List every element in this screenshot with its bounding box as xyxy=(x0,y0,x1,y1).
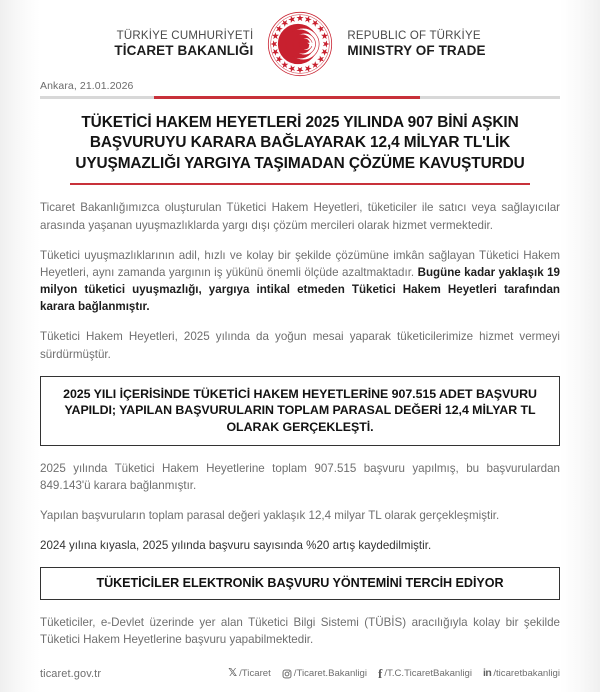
paragraph-1: Ticaret Bakanlığımızca oluşturulan Tüketici Hakem Heyetleri, tüketiciler ile satıcı veya sağlayıcılar arasında yaşanan uyuşmazlıklarda yargı dışı çözüm mercileri olarak hizmet vermektedir. xyxy=(40,201,560,232)
callout-box-statistics: 2025 YILI İÇERİSİNDE TÜKETİCİ HAKEM HEYETLERİNE 907.515 ADET BAŞVURU YAPILDI; YAPILAN BAŞVURULARIN TOPLAM PARASAL DEĞERİ 12,4 MİLYAR TL OLARAK GERÇEKLEŞTİ. xyxy=(40,376,560,446)
masthead xyxy=(40,0,560,74)
republic-label-en: REPUBLIC OF TÜRKİYE xyxy=(347,29,481,42)
ministry-label-tr: TİCARET BAKANLIĞI xyxy=(114,42,254,58)
social-link-instagram[interactable] xyxy=(282,668,367,679)
paragraph-2-emphasis: Bugüne kadar yaklaşık 19 milyon tüketici uyuşmazlığı, yargıya intikal etmeden Tüketici Hakem Heyetleri tarafından karara bağlanmıştır. xyxy=(40,265,560,314)
social-handle-x: /Ticaret xyxy=(239,668,271,679)
republic-label-tr: TÜRKİYE CUMHURİYETİ xyxy=(116,29,254,42)
social-links xyxy=(228,667,560,680)
header-divider xyxy=(40,96,560,99)
dateline: Ankara, 21.01.2026 xyxy=(40,80,134,92)
footer xyxy=(40,667,560,680)
social-handle-linkedin: /ticaretbakanligi xyxy=(493,668,560,679)
facebook-icon: f xyxy=(378,666,383,681)
instagram-icon xyxy=(282,669,292,679)
paragraph-5: Yapılan başvuruların toplam parasal değeri yaklaşık 12,4 milyar TL olarak gerçekleşmiştir. xyxy=(40,508,500,522)
website-link[interactable]: ticaret.gov.tr xyxy=(40,667,102,680)
x-twitter-icon: 𝕏 xyxy=(228,667,238,679)
paragraph-3: Tüketici Hakem Heyetleri, 2025 yılında da yoğun mesai yaparak tüketicilerimize hizmet vermeyi sürdürmüştür. xyxy=(40,330,560,361)
linkedin-icon: in xyxy=(482,667,492,680)
paragraph-2-normal: Tüketici uyuşmazlıklarının adil, hızlı ve kolay bir şekilde çözümüne imkân sağlayan Tüketici Hakem Heyetleri, aynı zamanda yargının iş yükünü önemli ölçüde azaltmaktadır. xyxy=(40,248,560,279)
ministry-label-en: MINISTRY OF TRADE xyxy=(347,42,486,58)
paragraph-7: Tüketiciler, e-Devlet üzerinde yer alan Tüketici Bilgi Sistemi (TÜBİS) aracılığıyla kolay bir şekilde Tüketici Hakem Heyetlerine başvuru yapabilmektedir. xyxy=(40,616,560,647)
paragraph-2 xyxy=(40,247,560,316)
social-link-linkedin[interactable] xyxy=(483,668,560,679)
turkish-ministry-of-trade-emblem xyxy=(267,11,333,77)
masthead-turkish xyxy=(114,29,253,59)
social-handle-instagram: /Ticaret.Bakanligi xyxy=(293,668,368,679)
paragraph-6: 2024 yılına kıyasla, 2025 yılında başvuru sayısında %20 artış kaydedilmiştir. xyxy=(40,539,432,553)
social-handle-facebook: /T.C.TicaretBakanligi xyxy=(384,668,472,679)
social-link-x[interactable] xyxy=(228,668,271,679)
callout-box-electronic-application: TÜKETİCİLER ELEKTRONİK BAŞVURU YÖNTEMİNİ TERCİH EDİYOR xyxy=(40,567,560,600)
paragraph-4: 2025 yılında Tüketici Hakem Heyetlerine toplam 907.515 başvuru yapılmış, bu başvurulardan 849.143'ü karara bağlanmıştır. xyxy=(40,461,560,492)
social-link-facebook[interactable] xyxy=(378,667,472,680)
page-title: TÜKETİCİ HAKEM HEYETLERİ 2025 YILINDA 907 BİNİ AŞKIN BAŞVURUYU KARARA BAĞLAYARAK 12,4 MİLYAR TL'LİK UYUŞMAZLIĞI YARGIYA TAŞIMADAN ÇÖZÜME KAVUŞTURDU xyxy=(75,114,525,172)
masthead-english xyxy=(347,29,485,59)
title-underline xyxy=(70,183,530,186)
